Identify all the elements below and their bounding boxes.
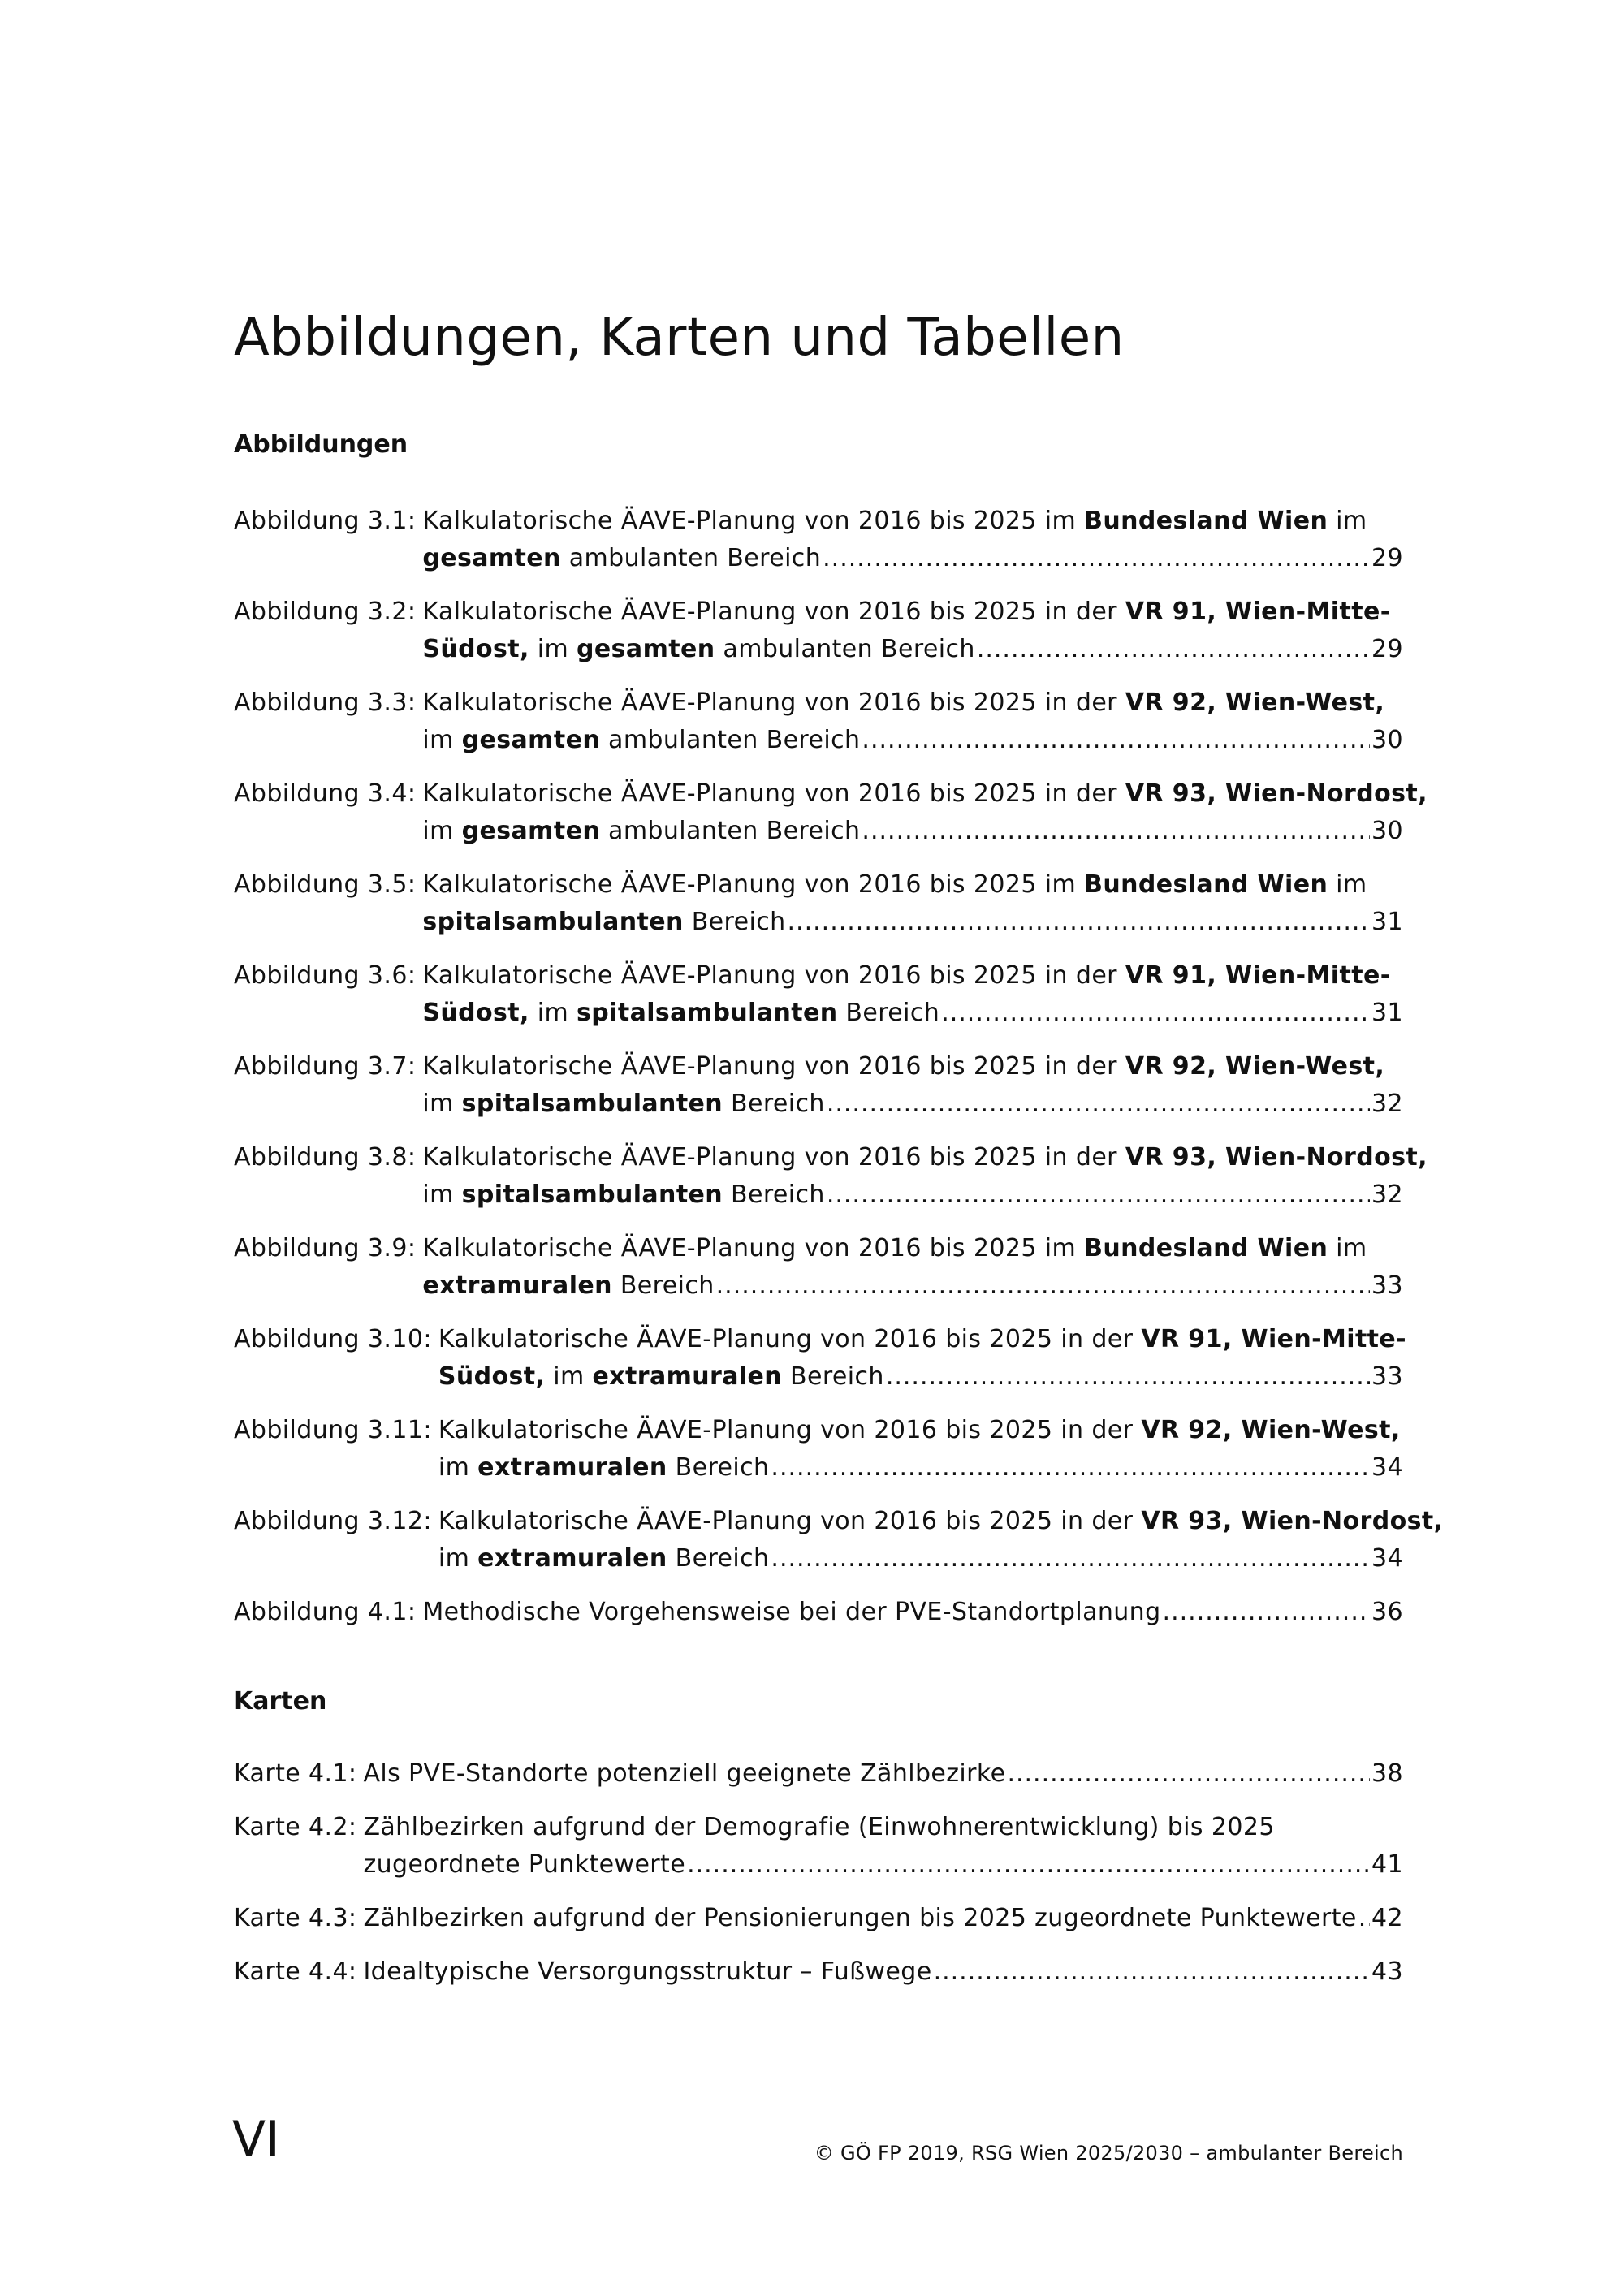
page-number: VI <box>232 2111 280 2168</box>
page-ref: 31 <box>1371 908 1403 936</box>
entry-label: Abbildung 3.6: <box>234 961 417 990</box>
entry-label: Abbildung 3.5: <box>234 870 417 899</box>
page-ref: 32 <box>1371 1090 1403 1118</box>
entry-label: Abbildung 3.8: <box>234 1143 417 1172</box>
karten-list <box>234 1755 1403 1991</box>
toc-entry[interactable]: Abbildung 4.1: Methodische Vorgehensweise bei der PVE-Standortplanung ..... 36 <box>234 1594 1403 1631</box>
entry-label: Abbildung 3.7: <box>234 1052 417 1081</box>
page-ref: 41 <box>1371 1850 1403 1879</box>
toc-entry[interactable]: Abbildung 3.6: Kalkulatorische ÄAVE-Planung von 2016 bis 2025 in der VR 91, Wien-Mitte- Südost, im spitalsambulanten Bereich ..... 31 <box>234 957 1403 1032</box>
page-ref: 29 <box>1371 544 1403 572</box>
entry-label: Abbildung 3.9: <box>234 1234 417 1262</box>
toc-entry[interactable]: Abbildung 3.11: Kalkulatorische ÄAVE-Planung von 2016 bis 2025 in der VR 92, Wien-West, im extramuralen Bereich ..... 34 <box>234 1412 1403 1487</box>
page-ref: 33 <box>1371 1362 1403 1391</box>
entry-label: Abbildung 4.1: <box>234 1598 417 1626</box>
page-ref: 29 <box>1371 635 1403 663</box>
toc-entry[interactable]: Abbildung 3.8: Kalkulatorische ÄAVE-Planung von 2016 bis 2025 in der VR 93, Wien-Nordost, im spitalsambulanten Bereich ..... 32 <box>234 1139 1403 1214</box>
page-ref: 34 <box>1371 1453 1403 1482</box>
entry-label: Abbildung 3.3: <box>234 688 417 717</box>
page-title: Abbildungen, Karten und Tabellen <box>234 308 1125 368</box>
section-heading-abbildungen: Abbildungen <box>234 430 408 459</box>
entry-label: Karte 4.3: <box>234 1904 357 1932</box>
page-ref: 36 <box>1371 1598 1403 1626</box>
toc-entry[interactable]: Karte 4.2: Zählbezirken aufgrund der Demografie (Einwohnerentwicklung) bis 2025 zugeordnete Punktewerte ..... 41 <box>234 1809 1403 1884</box>
page-ref: 42 <box>1371 1904 1403 1932</box>
toc-entry[interactable]: Abbildung 3.2: Kalkulatorische ÄAVE-Planung von 2016 bis 2025 in der VR 91, Wien-Mitte- Südost, im gesamten ambulanten Bereich ..... 29 <box>234 593 1403 668</box>
toc-entry[interactable]: Abbildung 3.7: Kalkulatorische ÄAVE-Planung von 2016 bis 2025 in der VR 92, Wien-West, im spitalsambulanten Bereich ..... 32 <box>234 1048 1403 1123</box>
toc-entry[interactable]: Abbildung 3.4: Kalkulatorische ÄAVE-Planung von 2016 bis 2025 in der VR 93, Wien-Nordost, im gesamten ambulanten Bereich ..... 30 <box>234 775 1403 850</box>
entry-label: Abbildung 3.1: <box>234 507 417 535</box>
entry-label: Karte 4.2: <box>234 1813 357 1841</box>
page-ref: 34 <box>1371 1544 1403 1573</box>
page-ref: 38 <box>1371 1759 1403 1788</box>
toc-entry[interactable]: Karte 4.4: Idealtypische Versorgungsstruktur – Fußwege ..... 43 <box>234 1953 1403 1991</box>
entry-label: Abbildung 3.11: <box>234 1416 432 1444</box>
toc-entry[interactable]: Abbildung 3.9: Kalkulatorische ÄAVE-Planung von 2016 bis 2025 im Bundesland Wien im extramuralen Bereich ..... 33 <box>234 1230 1403 1305</box>
page-ref: 32 <box>1371 1180 1403 1209</box>
page-ref: 30 <box>1371 817 1403 845</box>
section-heading-karten: Karten <box>234 1687 327 1716</box>
page-ref: 31 <box>1371 999 1403 1027</box>
toc-entry[interactable]: Abbildung 3.12: Kalkulatorische ÄAVE-Planung von 2016 bis 2025 in der VR 93, Wien-Nordost, im extramuralen Bereich ..... 34 <box>234 1503 1403 1577</box>
toc-entry[interactable]: Abbildung 3.10: Kalkulatorische ÄAVE-Planung von 2016 bis 2025 in der VR 91, Wien-Mitte- Südost, im extramuralen Bereich ..... 33 <box>234 1321 1403 1396</box>
toc-entry[interactable]: Abbildung 3.5: Kalkulatorische ÄAVE-Planung von 2016 bis 2025 im Bundesland Wien im spitalsambulanten Bereich ..... 31 <box>234 866 1403 941</box>
toc-entry[interactable]: Karte 4.3: Zählbezirken aufgrund der Pensionierungen bis 2025 zugeordnete Punktewerte ..... 42 <box>234 1900 1403 1937</box>
toc-entry[interactable]: Abbildung 3.1: Kalkulatorische ÄAVE-Planung von 2016 bis 2025 im Bundesland Wien im gesamten ambulanten Bereich ..... 29 <box>234 503 1403 577</box>
page-ref: 33 <box>1371 1271 1403 1300</box>
page-ref: 30 <box>1371 726 1403 754</box>
entry-label: Abbildung 3.2: <box>234 598 417 626</box>
entry-label: Karte 4.4: <box>234 1957 357 1986</box>
toc-entry[interactable]: Karte 4.1: Als PVE-Standorte potenziell geeignete Zählbezirke ..... 38 <box>234 1755 1403 1793</box>
footer-text: © GÖ FP 2019, RSG Wien 2025/2030 – ambulanter Bereich <box>814 2142 1403 2164</box>
entry-label: Abbildung 3.10: <box>234 1325 432 1353</box>
entry-label: Karte 4.1: <box>234 1759 357 1788</box>
abbildungen-list <box>234 503 1444 1631</box>
toc-entry[interactable]: Abbildung 3.3: Kalkulatorische ÄAVE-Planung von 2016 bis 2025 in der VR 92, Wien-West, im gesamten ambulanten Bereich ..... 30 <box>234 684 1403 759</box>
page-ref: 43 <box>1371 1957 1403 1986</box>
entry-label: Abbildung 3.12: <box>234 1507 432 1535</box>
entry-label: Abbildung 3.4: <box>234 779 417 808</box>
